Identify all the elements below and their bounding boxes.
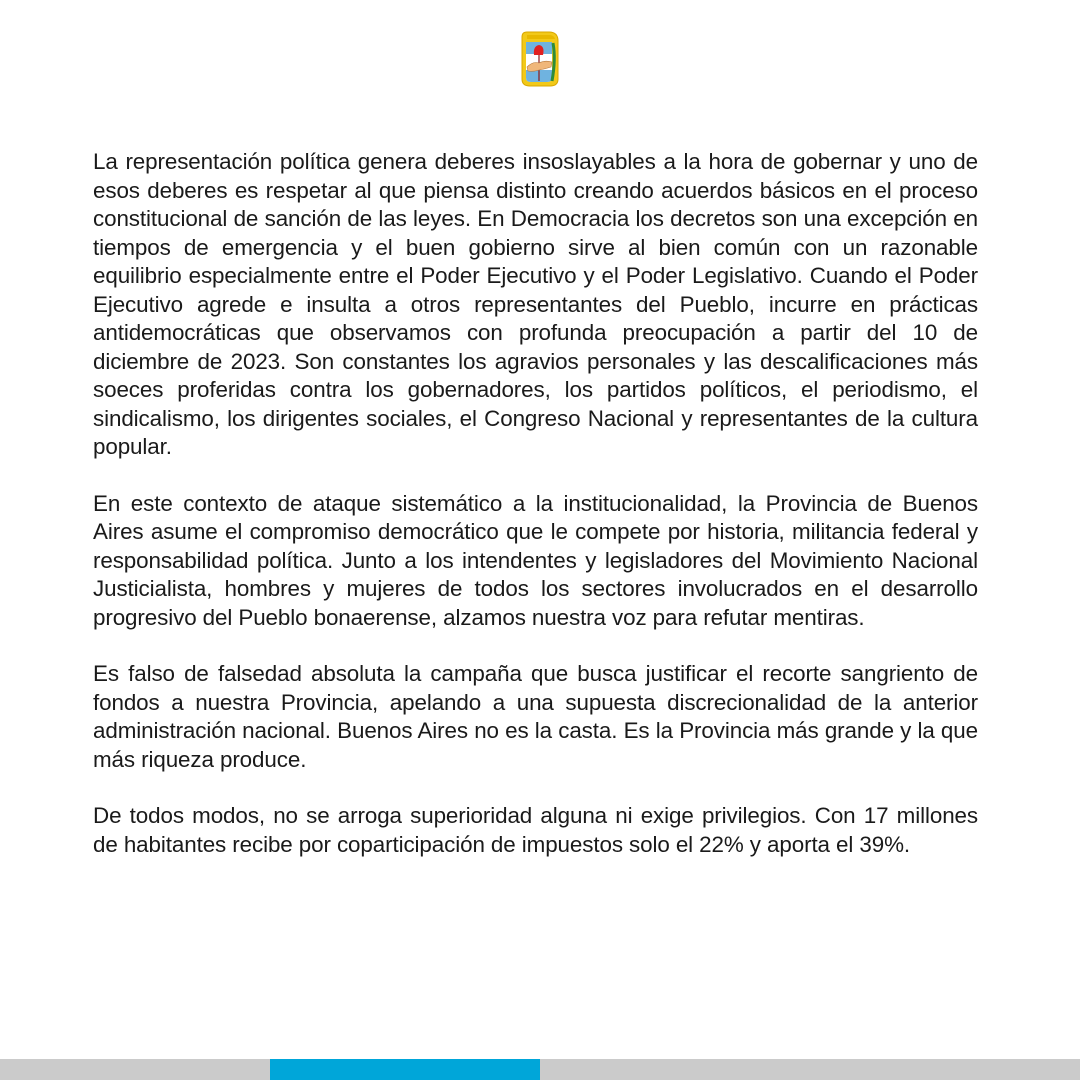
paragraph-representacion: La representación política genera deberes insoslayables a la hora de gobernar y uno de esos deberes es respetar al que piensa distinto creando acuerdos básicos en el proceso constitucional de sanción de las leyes. En Democracia los decretos son una excepción en tiempos de emergencia y el buen gobierno sirve al bien común con un razonable equilibrio especialmente entre el Poder Ejecutivo y el Poder Legislativo. Cuando el Poder Ejecutivo agrede e insulta a otros representantes del Pueblo, incurre en prácticas antidemocráticas que observamos con profunda preocupación a partir del 10 de diciembre de 2023. Son constantes los agravios personales y las descalificaciones más soeces proferidas contra los gobernadores, los partidos políticos, el periodismo, el sindicalismo, los dirigentes sociales, el Congreso Nacional y representantes de la cultura popular. — [93, 149, 978, 459]
paragraph-falsedad: Es falso de falsedad absoluta la campaña que busca justificar el recorte sangriento de fondos a nuestra Provincia, apelando a una supuesta discrecionalidad de la anterior administración nacional. Buenos Aires no es la casta. Es la Provincia más grande y la que más riqueza produce. — [93, 661, 978, 772]
paragraph-coparticipacion: De todos modos, no se arroga superioridad alguna ni exige privilegios. Con 17 millones de habitantes recibe por coparticipación de impuestos solo el 22% y aporta el 39%. — [93, 803, 978, 857]
paragraph-contexto: En este contexto de ataque sistemático a la institucionalidad, la Provincia de Buenos Aires asume el compromiso democrático que le compete por historia, militancia federal y responsabilidad política. Junto a los intendentes y legisladores del Movimiento Nacional Justicialista, hombres y mujeres de todos los sectores involucrados en el desarrollo progresivo del Pueblo bonaerense, alzamos nuestra voz para refutar mentiras. — [93, 490, 978, 630]
footer-accent-segment — [270, 1059, 540, 1080]
statement-body — [93, 148, 978, 887]
footer-bar — [0, 1059, 1080, 1080]
partido-justicialista-logo-icon — [519, 29, 561, 89]
